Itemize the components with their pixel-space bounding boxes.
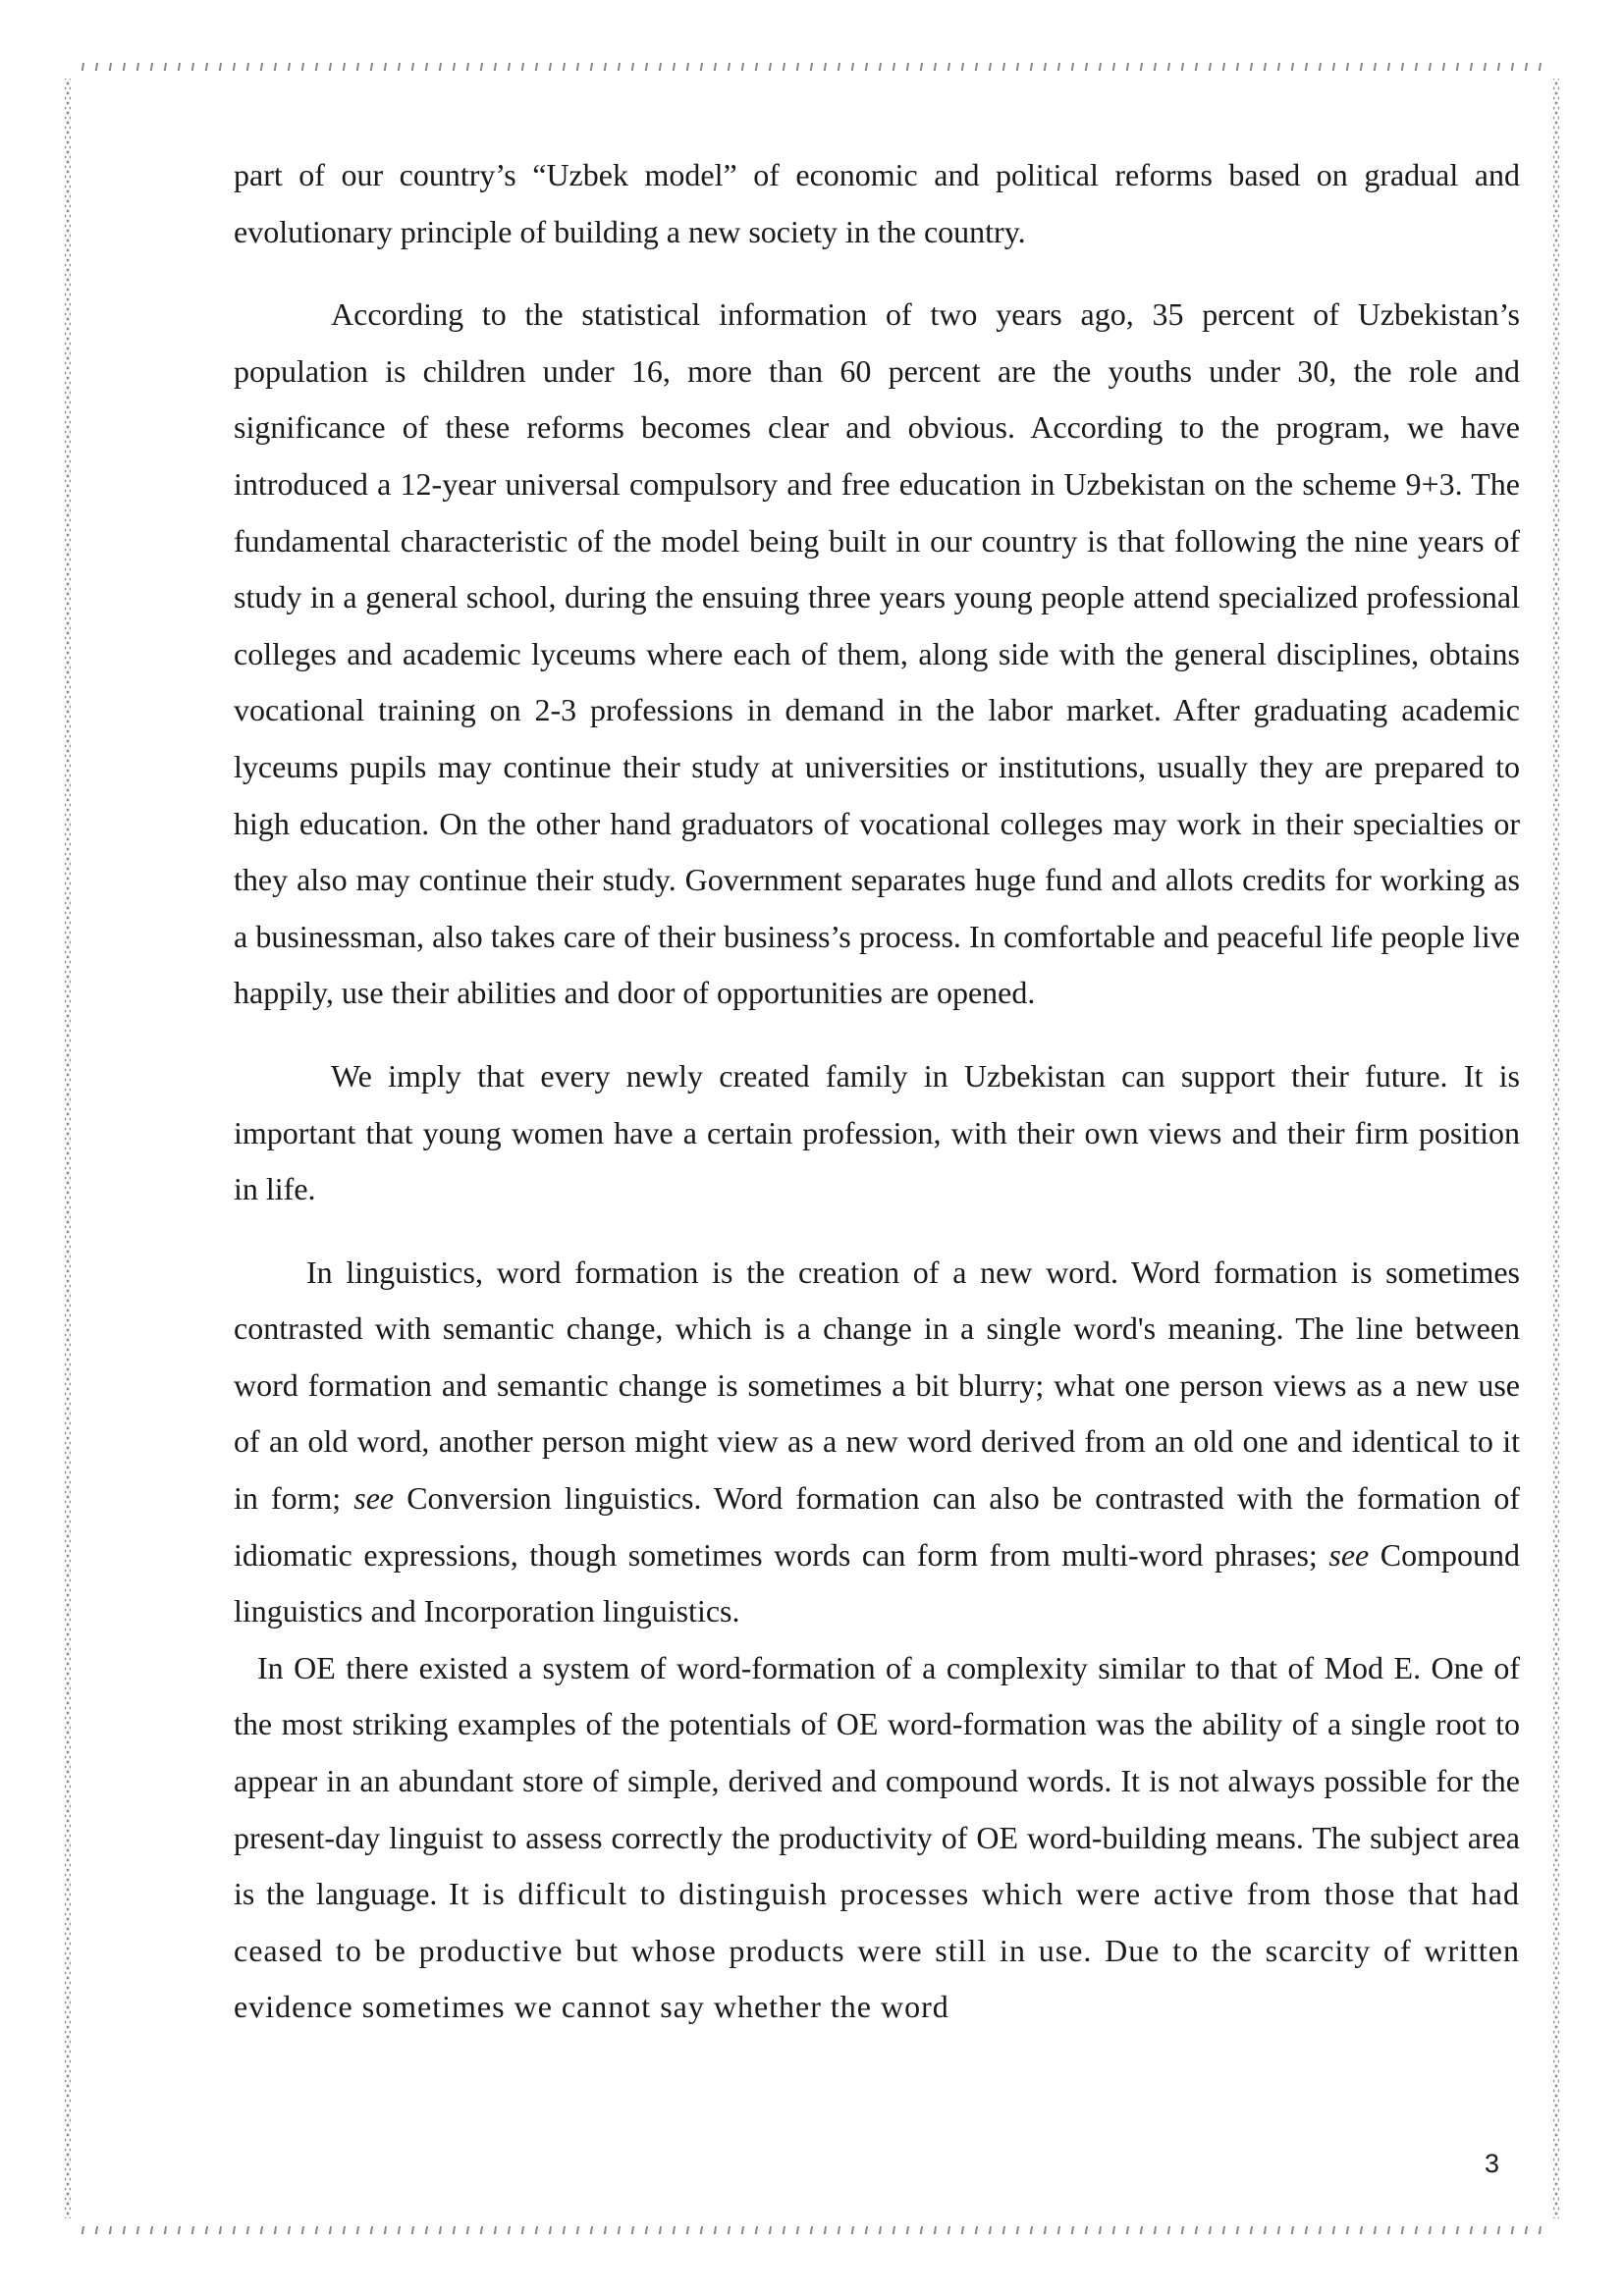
paragraph-family-support: We imply that every newly created family in Uzbekistan can support their future. It is important that young women have a certain profession, with their own views and their firm position in life.: [234, 1057, 1520, 1207]
page-border-left: [65, 79, 71, 2218]
paragraph-old-english: [234, 1640, 1520, 2036]
old-english-text-a: In OE there existed a system of word-formation of a complexity similar to that of Mod E. One of the most striking examples of the potentials of OE word-formation was the ability of a single root to appear in an abundant store of simple, derived and compound words. It is not always possible for the present-day linguist to assess correctly the productivity of OE word-building means. The subject area is the language.: [234, 1649, 1520, 1912]
paragraph-word-formation: [234, 1245, 1520, 1640]
page-border-bottom: [77, 2226, 1549, 2234]
word-formation-text-a: In linguistics, word formation is the creation of a new word. Word formation is sometimes contrasted with semantic change, which is a change in a single word's meaning. The line between word formation and semantic change is sometimes a bit blurry; what one person views as a new use of an old word, another person might view as a new word derived from an old one and identical to it in form;: [234, 1254, 1520, 1517]
page-border-right: [1553, 79, 1559, 2218]
paragraph-education-reform: According to the statistical information of two years ago, 35 percent of Uzbekistan’s population is children under 16, more than 60 percent are the youths under 30, the role and significance of these reforms becomes clear and obvious. According to the program, we have introduced a 12-year universal compulsory and free education in Uzbekistan on the scheme 9+3. The fundamental characteristic of the model being built in our country is that following the nine years of study in a general school, during the ensuing three years young people attend specialized professional colleges and academic lyceums where each of them, along side with the general disciplines, obtains vocational training on 2-3 professions in demand in the labor market. After graduating academic lyceums pupils may continue their study at universities or institutions, usually they are prepared to high education. On the other hand graduators of vocational colleges may work in their specialties or they also may continue their study. Government separates huge fund and allots credits for working as a businessman, also takes care of their business’s process. In comfortable and peaceful life people live happily, use their abilities and door of opportunities are opened.: [234, 296, 1520, 1011]
see-reference-2: see: [1328, 1536, 1370, 1573]
page-border-top: [77, 63, 1549, 71]
old-english-text-b: It is difficult to distinguish processes which were active from those that had ceased to be productive but whose products were still in use. Due to the scarcity of written evidence sometimes we cannot say whether the word: [234, 1876, 1521, 2025]
document-body: [234, 147, 1520, 2036]
see-reference-1: see: [353, 1480, 395, 1517]
page-number: 3: [1485, 2149, 1500, 2178]
word-formation-text-b: Conversion linguistics. Word formation can also be contrasted with the formation of idiomatic expressions, though sometimes words can form from multi-word phrases;: [234, 1480, 1521, 1573]
word-formation-text-c: Compound linguistics and Incorporation linguistics.: [234, 1536, 1521, 1629]
paragraph-uzbek-model: part of our country’s “Uzbek model” of economic and political reforms based on gradual and evolutionary principle of building a new society in the country.: [234, 157, 1520, 249]
